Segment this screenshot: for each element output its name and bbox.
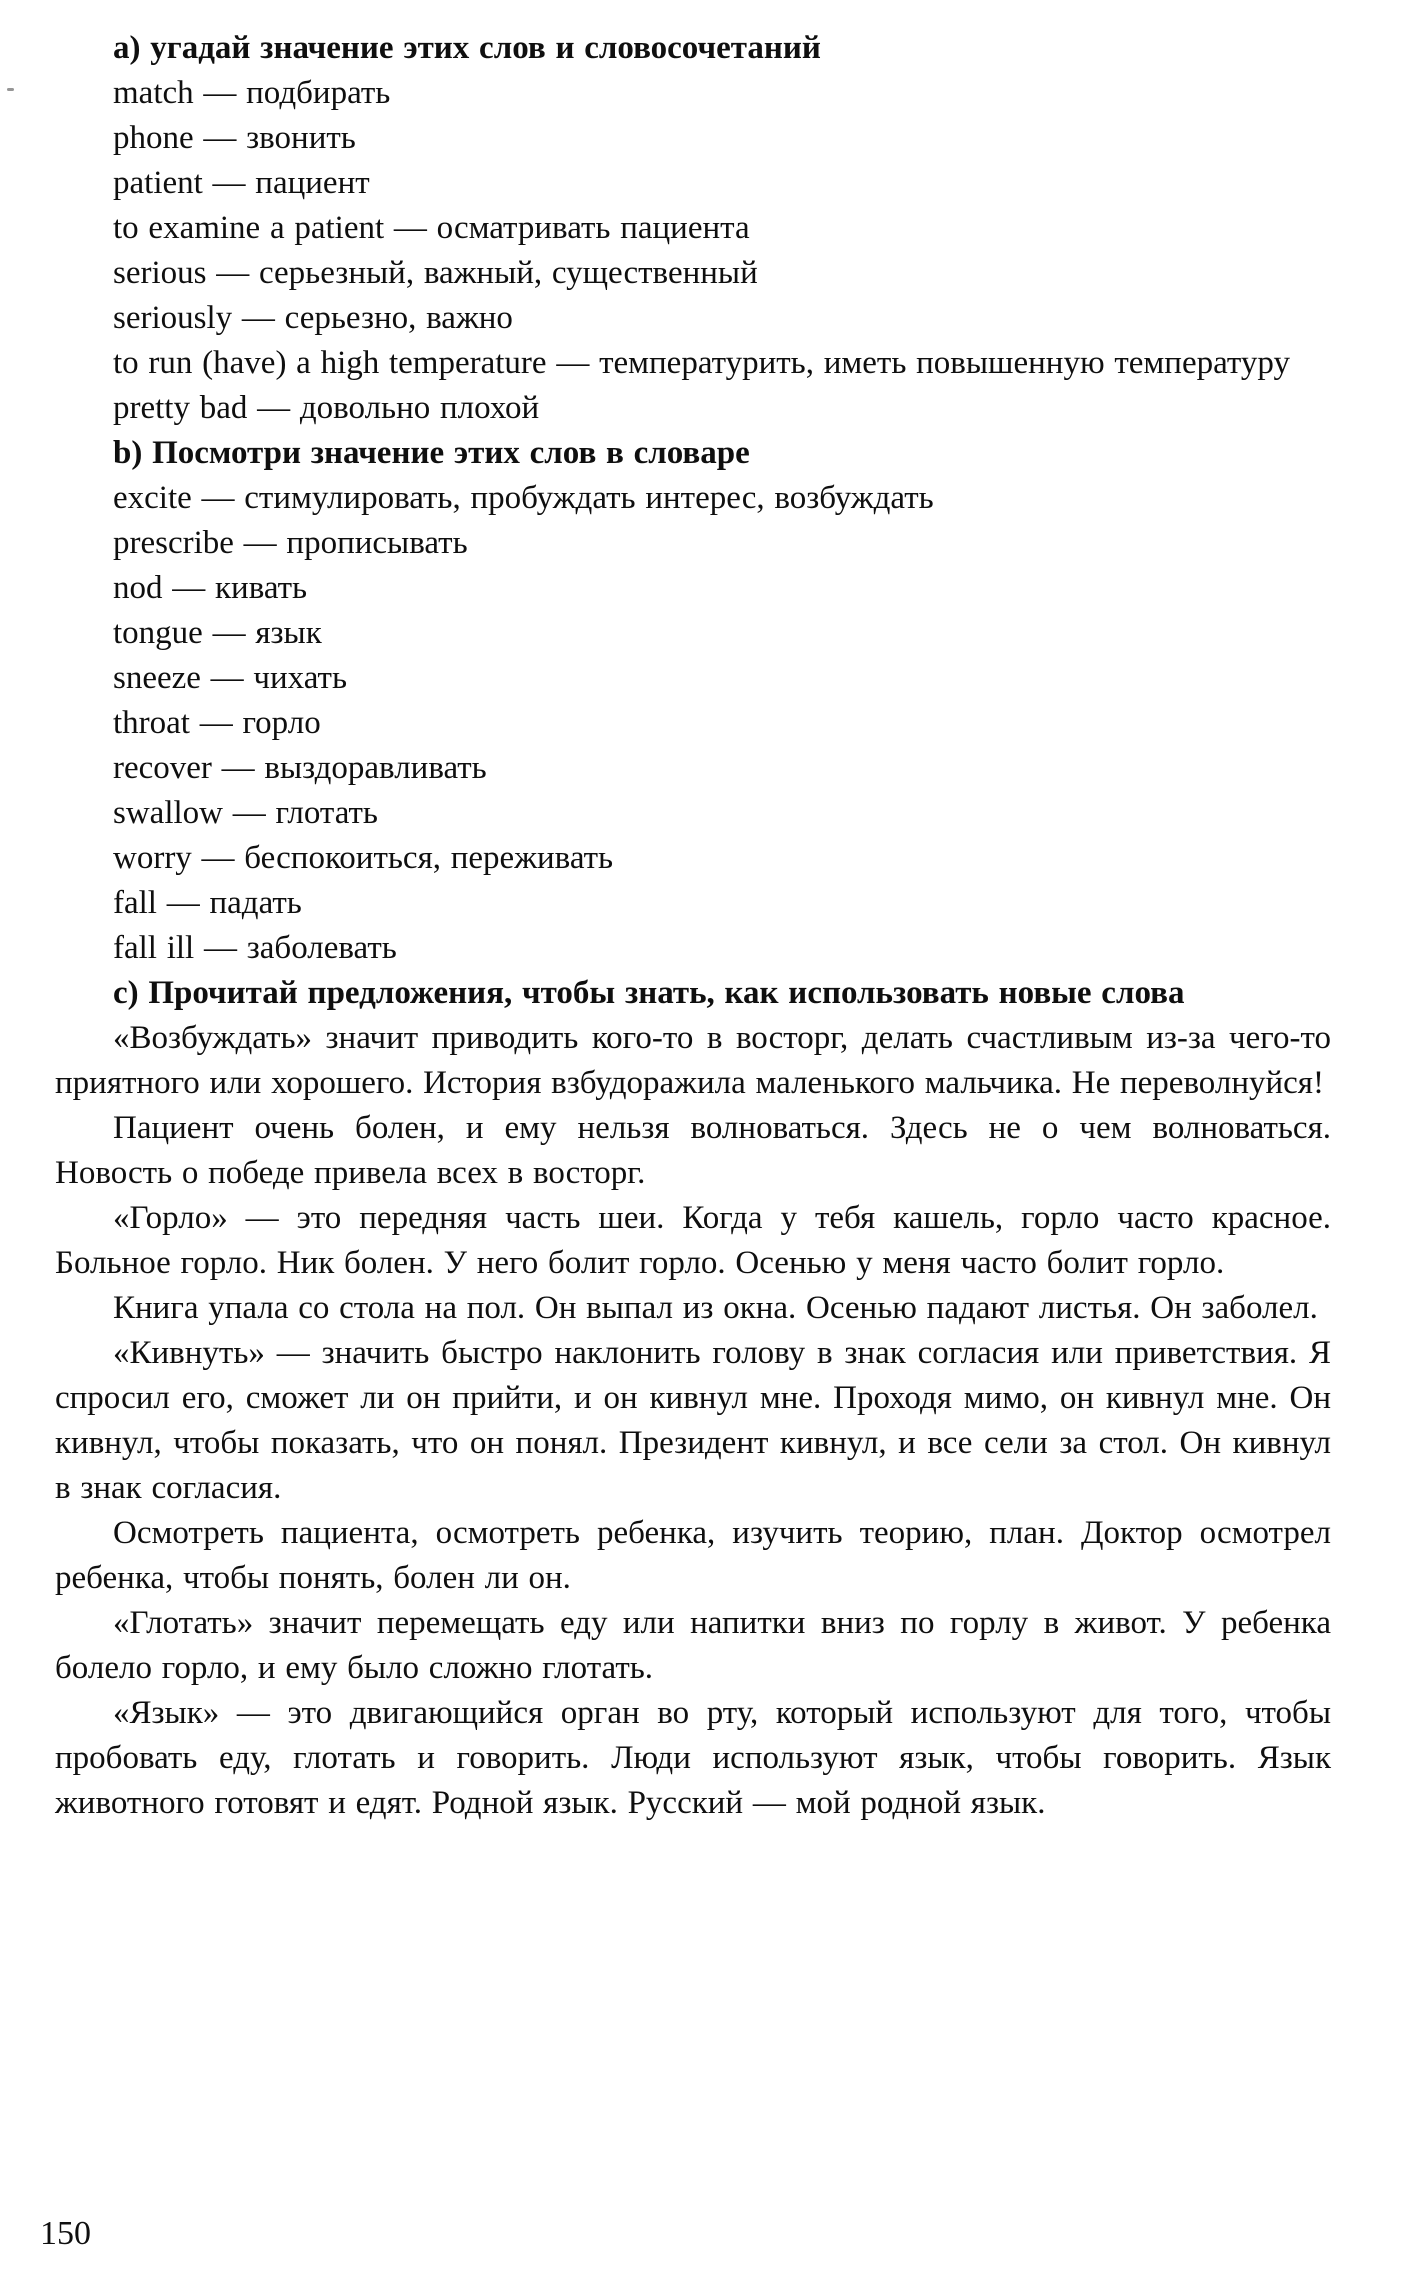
vocab-entry: prescribe — прописывать	[113, 525, 468, 561]
paragraph: «Кивнуть» — значить быстро наклонить голову в знак согласия или приветствия. Я спросил его, сможет ли он прийти, и он кивнул мне. Проходя мимо, он кивнул мне. Он кивнул, чтобы показать, что он понял. Президент кивнул, и все сели за стол. Он кивнул в знак согласия.	[55, 1335, 1331, 1506]
vocab-entry: to run (have) a high temperature — температурить, иметь повышенную температуру	[113, 345, 1290, 381]
vocab-entry: recover — выздоравливать	[113, 750, 487, 786]
section-c-heading: с) Прочитай предложения, чтобы знать, как использовать новые слова	[113, 975, 1185, 1011]
vocab-entry: sneeze — чихать	[113, 660, 348, 696]
paragraph: «Язык» — это двигающийся орган во рту, который используют для того, чтобы пробовать еду, глотать и говорить. Люди используют язык, чтобы говорить. Язык животного готовят и едят. Родной язык. Русский — мой родной язык.	[55, 1695, 1331, 1821]
vocab-entry: fall — падать	[113, 885, 302, 921]
paragraph: «Глотать» значит перемещать еду или напитки вниз по горлу в живот. У ребенка болело горло, и ему было сложно глотать.	[55, 1605, 1331, 1686]
vocab-entry: excite — стимулировать, пробуждать интерес, возбуждать	[113, 480, 934, 516]
vocab-entry: seriously — серьезно, важно	[113, 300, 513, 336]
paragraph: «Горло» — это передняя часть шеи. Когда у тебя кашель, горло часто красное. Больное горло. Ник болен. У него болит горло. Осенью у меня часто болит горло.	[55, 1200, 1331, 1281]
vocab-entry: to examine a patient — осматривать пациента	[113, 210, 750, 246]
page-number: 150	[40, 2215, 91, 2252]
vocab-entry: fall ill — заболевать	[113, 930, 397, 966]
vocab-entry: patient — пациент	[113, 165, 370, 201]
paragraph: Книга упала со стола на пол. Он выпал из окна. Осенью падают листья. Он заболел.	[113, 1290, 1318, 1326]
section-a-heading: а) угадай значение этих слов и словосочетаний	[113, 30, 821, 66]
paragraph: Осмотреть пациента, осмотреть ребенка, изучить теорию, план. Доктор осмотрел ребенка, чтобы понять, болен ли он.	[55, 1515, 1331, 1596]
paragraph: Пациент очень болен, и ему нельзя волноваться. Здесь не о чем волноваться. Новость о победе привела всех в восторг.	[55, 1110, 1331, 1191]
vocab-entry: throat — горло	[113, 705, 321, 741]
vocab-entry: nod — кивать	[113, 570, 308, 606]
vocab-entry: tongue — язык	[113, 615, 322, 651]
vocab-entry: match — подбирать	[113, 75, 391, 111]
vocab-entry: serious — серьезный, важный, существенный	[113, 255, 758, 291]
vocab-entry: worry — беспокоиться, переживать	[113, 840, 614, 876]
section-b-heading: b) Посмотри значение этих слов в словаре	[113, 435, 750, 471]
scan-artifact-mark	[7, 88, 14, 91]
vocab-entry: swallow — глотать	[113, 795, 378, 831]
vocab-entry: pretty bad — довольно плохой	[113, 390, 540, 426]
paragraph: «Возбуждать» значит приводить кого-то в восторг, делать счастливым из-за чего-то приятного или хорошего. История взбудоражила маленького мальчика. Не переволнуйся!	[55, 1020, 1331, 1101]
vocab-entry: phone — звонить	[113, 120, 356, 156]
